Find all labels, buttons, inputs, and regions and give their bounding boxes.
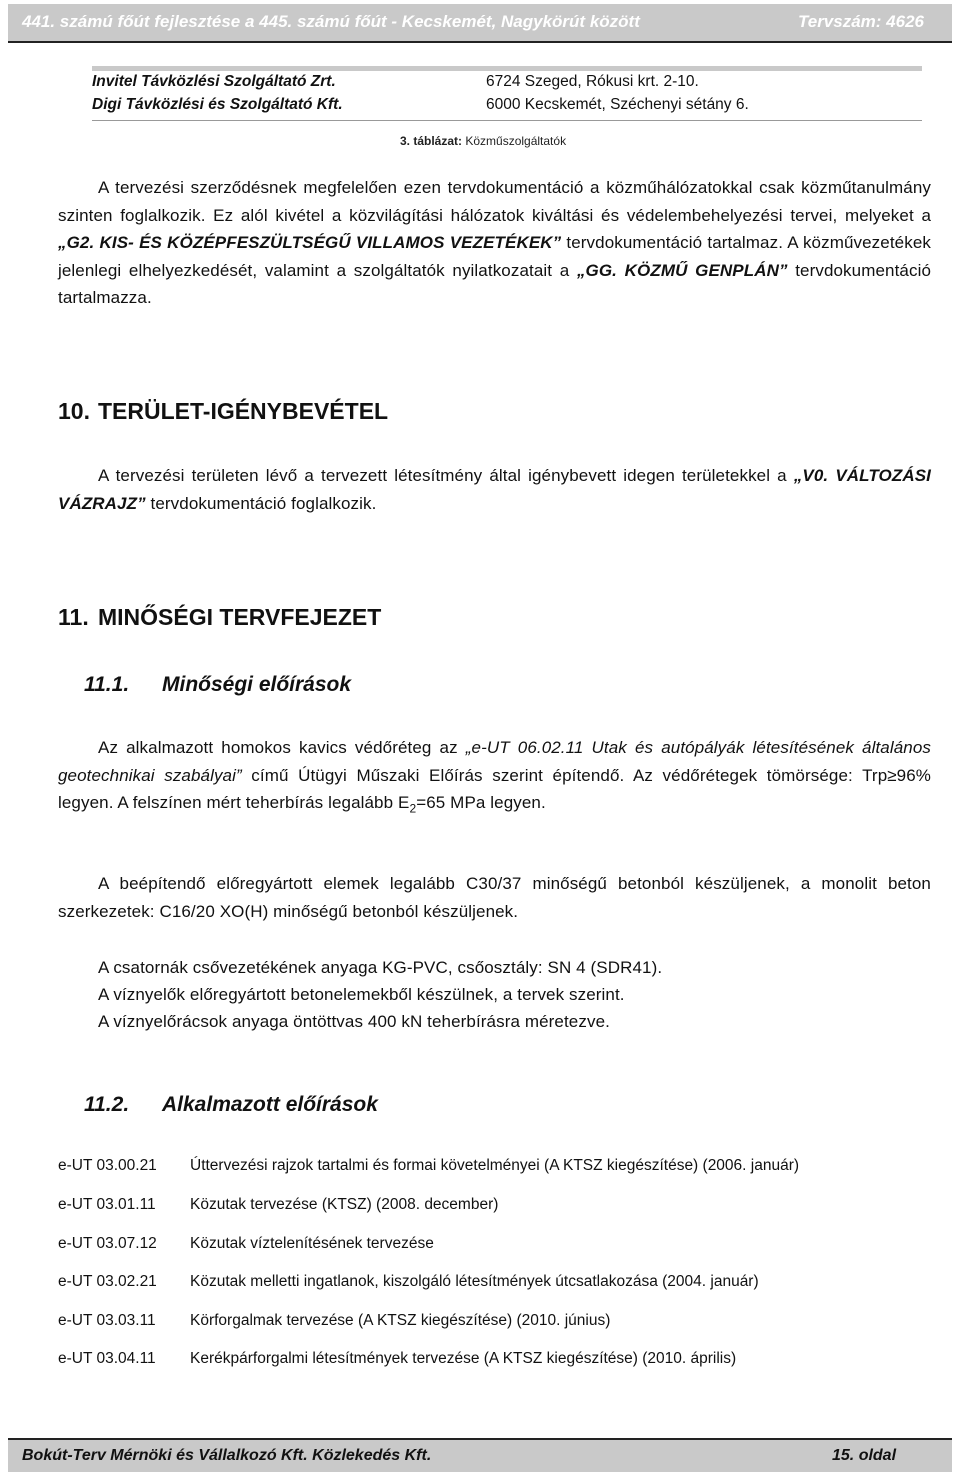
quality-line: A csatornák csővezetékének anyaga KG-PVC, csőosztály: SN 4 (SDR41). bbox=[98, 958, 663, 977]
caption-text: Közműszolgáltatók bbox=[462, 134, 567, 148]
footer-company: Bokút-Terv Mérnöki és Vállalkozó Kft. Közlekedés Kft. bbox=[22, 1447, 432, 1464]
reference-gg: „GG. KÖZMŰ GENPLÁN” bbox=[576, 260, 788, 280]
quality-paragraph-2: A beépítendő előregyártott elemek legalább C30/37 minőségű betonból készüljenek, a monolit beton szerkezetek: C16/20 XO(H) minőségű betonból készüljenek. bbox=[58, 874, 931, 921]
standard-desc: Kerékpárforgalmi létesítmények tervezése (A KTSZ kiegészítése) (2010. április) bbox=[190, 1350, 737, 1367]
subsection-heading-11-2: 11.2. Alkalmazott előírások bbox=[84, 1093, 378, 1116]
standard-desc: Úttervezési rajzok tartalmi és formai követelményei (A KTSZ kiegészítése) (2006. január) bbox=[190, 1157, 800, 1174]
standard-desc: Körforgalmak tervezése (A KTSZ kiegészítése) (2010. június) bbox=[190, 1312, 611, 1329]
standard-desc: Közutak víztelenítésének tervezése bbox=[190, 1235, 434, 1252]
page-footer bbox=[8, 1438, 952, 1472]
section-heading-10: 10. TERÜLET-IGÉNYBEVÉTEL bbox=[58, 398, 389, 424]
header-title: 441. számú főút fejlesztése a 445. számú főút - Kecskemét, Nagykörút között bbox=[22, 12, 640, 31]
table-top-bar bbox=[92, 66, 922, 71]
quality-paragraph-1: Az alkalmazott homokos kavics védőréteg az „e-UT 06.02.11 Utak és autópályák létesítésének általános geotechnikai szabályai” című Útügyi Műszaki Előírás szerint építendő. Az védőrétegek tömörsége: Trp≥96% legyen. A felszínen mért teherbírás legalább $E_2=65$ MPa legyen. bbox=[58, 738, 932, 816]
quality-line: A víznyelők előregyártott betonelemekből készülnek, a tervek szerint. bbox=[98, 985, 625, 1004]
table-cell-name: Digi Távközlési és Szolgáltató Kft. bbox=[92, 96, 343, 113]
page-header bbox=[8, 4, 952, 43]
standard-code: e-UT 03.01.11 bbox=[58, 1196, 156, 1213]
intro-paragraph: A tervezési szerződésnek megfelelően ezen tervdokumentáció a közműhálózatokkal csak közműtanulmány szinten foglalkozik. Ez alól kivétel a közvilágítási hálózatok kiváltási és védelembehelyezési tervei, melyeket a „G2. KIS- ÉS KÖZÉPFESZÜLTSÉGŰ VILLAMOS VEZETÉKEK” tervdokumentáció tartalmaz. A közművezetékek jelenlegi elhelyezkedését, valamint a szolgáltatók nyilatkozatait a „GG. KÖZMŰ GENPLÁN” tervdokumentáció tartalmazza. bbox=[58, 178, 931, 307]
footer-page-number: 15. oldal bbox=[832, 1447, 897, 1464]
table-cell-address: 6724 Szeged, Rókusi krt. 2-10. bbox=[486, 73, 699, 90]
reference-eut-060211: „e-UT 06.02.11 Utak és autópályák létesítésének általános geotechnikai szabályai” bbox=[58, 738, 932, 785]
standard-code: e-UT 03.07.12 bbox=[58, 1235, 157, 1252]
standard-desc: Közutak tervezése (KTSZ) (2008. december) bbox=[190, 1196, 499, 1213]
provider-table bbox=[92, 66, 922, 121]
table-cell-name: Invitel Távközlési Szolgáltató Zrt. bbox=[92, 73, 336, 90]
section10-paragraph: A tervezési területen lévő a tervezett létesítmény által igénybevett idegen területekkel a „V0. VÁLTOZÁSI VÁZRAJZ” tervdokumentáció foglalkozik. bbox=[58, 466, 931, 513]
standard-code: e-UT 03.02.21 bbox=[58, 1273, 157, 1290]
caption-label: 3. táblázat: bbox=[400, 134, 463, 148]
standard-desc: Közutak melletti ingatlanok, kiszolgáló létesítmények útcsatlakozása (2004. január) bbox=[190, 1273, 759, 1290]
reference-v0: „V0. VÁLTOZÁSI VÁZRAJZ” bbox=[58, 466, 931, 513]
standard-code: e-UT 03.04.11 bbox=[58, 1350, 156, 1367]
subsection-heading-11-1: 11.1. Minőségi előírások bbox=[84, 673, 352, 696]
table-caption bbox=[400, 134, 566, 148]
reference-g2: „G2. KIS- ÉS KÖZÉPFESZÜLTSÉGŰ VILLAMOS VEZETÉKEK” bbox=[58, 233, 562, 252]
header-plan-number: Tervszám: 4626 bbox=[797, 12, 924, 31]
quality-line: A víznyelőrácsok anyaga öntöttvas 400 kN teherbírásra méretezve. bbox=[98, 1012, 610, 1031]
standard-code: e-UT 03.03.11 bbox=[58, 1312, 156, 1329]
table-cell-address: 6000 Kecskemét, Széchenyi sétány 6. bbox=[486, 96, 749, 113]
standard-code: e-UT 03.00.21 bbox=[58, 1157, 157, 1174]
section-heading-11: 11. MINŐSÉGI TERVFEJEZET bbox=[58, 604, 382, 630]
